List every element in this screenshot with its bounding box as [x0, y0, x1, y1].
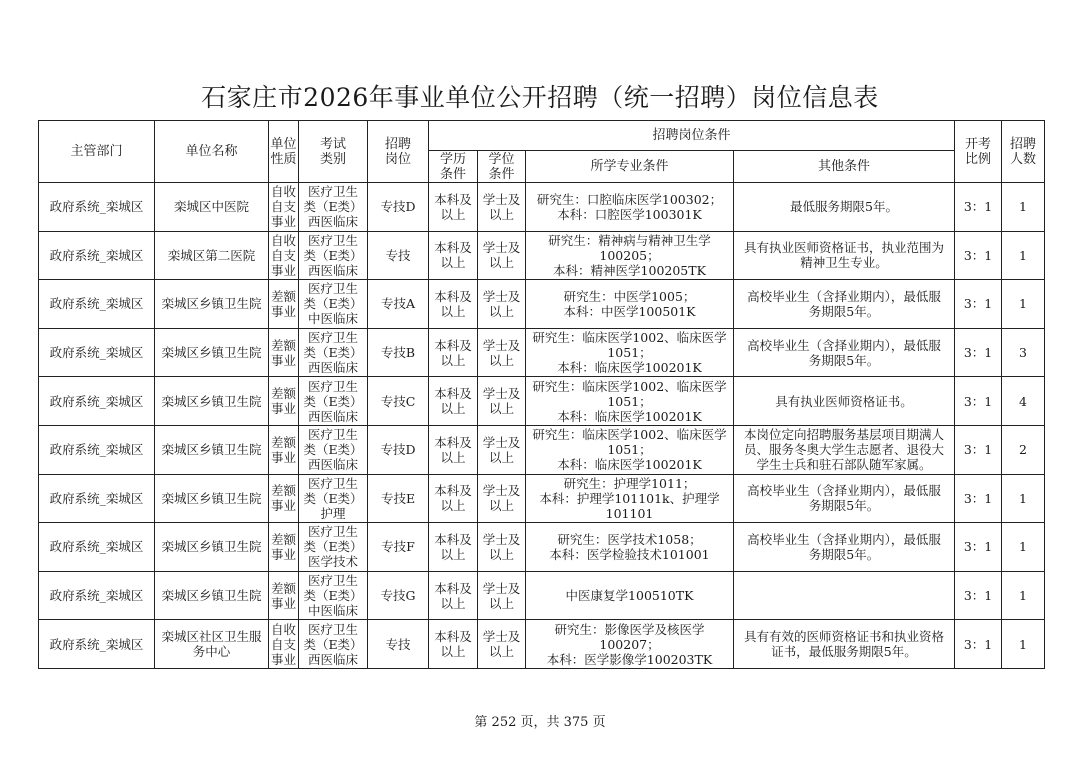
cell-dept: 政府系统_栾城区	[39, 425, 155, 474]
cell-degree: 学士及 以上	[478, 231, 526, 280]
cell-post: 专技D	[368, 183, 429, 232]
cell-dept: 政府系统_栾城区	[39, 328, 155, 377]
cell-major: 研究生：护理学1011； 本科：护理学101101k、护理学 101101	[526, 474, 734, 523]
cell-edu: 本科及 以上	[429, 425, 478, 474]
cell-exam: 医疗卫生 类（E类） 西医临床	[299, 620, 368, 669]
page-title: 石家庄市2026年事业单位公开招聘（统一招聘）岗位信息表	[201, 83, 879, 112]
cell-unit: 栾城区乡镇卫生院	[155, 523, 269, 572]
cell-exam: 医疗卫生 类（E类） 西医临床	[299, 328, 368, 377]
cell-edu: 本科及 以上	[429, 571, 478, 620]
cell-unit: 栾城区第二医院	[155, 231, 269, 280]
cell-exam: 医疗卫生 类（E类） 护理	[299, 474, 368, 523]
table-row	[39, 328, 1045, 377]
page-number: 第 252 页，共 375 页	[474, 715, 606, 730]
cell-ratio: 3：1	[955, 620, 1002, 669]
cell-dept: 政府系统_栾城区	[39, 377, 155, 426]
header-nature: 单位 性质	[269, 121, 299, 183]
cell-other: 本岗位定向招聘服务基层项目期满人 员、服务冬奥大学生志愿者、退役大 学生士兵和驻石部队随军家属。	[734, 425, 955, 474]
cell-degree: 学士及 以上	[478, 571, 526, 620]
cell-ratio: 3：1	[955, 523, 1002, 572]
cell-nature: 差额 事业	[269, 280, 299, 329]
header-exam: 考试 类别	[299, 121, 368, 183]
cell-edu: 本科及 以上	[429, 523, 478, 572]
table-row	[39, 377, 1045, 426]
cell-unit: 栾城区乡镇卫生院	[155, 474, 269, 523]
header-major: 所学专业条件	[526, 151, 734, 183]
table-row	[39, 523, 1045, 572]
cell-ratio: 3：1	[955, 377, 1002, 426]
cell-edu: 本科及 以上	[429, 377, 478, 426]
cell-post: 专技B	[368, 328, 429, 377]
cell-post: 专技	[368, 620, 429, 669]
header-dept: 主管部门	[39, 121, 155, 183]
cell-nature: 差额 事业	[269, 571, 299, 620]
cell-major: 研究生：中医学1005； 本科：中医学100501K	[526, 280, 734, 329]
table-row	[39, 620, 1045, 669]
table-row	[39, 474, 1045, 523]
cell-dept: 政府系统_栾城区	[39, 571, 155, 620]
header-conditions: 招聘岗位条件	[429, 121, 955, 151]
header-ratio: 开考 比例	[955, 121, 1002, 183]
cell-count: 1	[1002, 523, 1045, 572]
cell-major: 研究生：医学技术1058； 本科：医学检验技术101001	[526, 523, 734, 572]
cell-edu: 本科及 以上	[429, 620, 478, 669]
cell-count: 1	[1002, 620, 1045, 669]
cell-post: 专技F	[368, 523, 429, 572]
cell-count: 2	[1002, 425, 1045, 474]
cell-dept: 政府系统_栾城区	[39, 523, 155, 572]
cell-degree: 学士及 以上	[478, 183, 526, 232]
cell-major: 中医康复学100510TK	[526, 571, 734, 620]
cell-other: 具有有效的医师资格证书和执业资格 证书，最低服务期限5年。	[734, 620, 955, 669]
cell-dept: 政府系统_栾城区	[39, 620, 155, 669]
cell-edu: 本科及 以上	[429, 183, 478, 232]
cell-other: 高校毕业生（含择业期内），最低服 务期限5年。	[734, 474, 955, 523]
cell-count: 1	[1002, 571, 1045, 620]
cell-nature: 自收 自支 事业	[269, 620, 299, 669]
cell-other: 高校毕业生（含择业期内），最低服 务期限5年。	[734, 328, 955, 377]
cell-dept: 政府系统_栾城区	[39, 231, 155, 280]
cell-unit: 栾城区乡镇卫生院	[155, 280, 269, 329]
cell-degree: 学士及 以上	[478, 620, 526, 669]
cell-exam: 医疗卫生 类（E类） 医学技术	[299, 523, 368, 572]
cell-other: 高校毕业生（含择业期内），最低服 务期限5年。	[734, 523, 955, 572]
cell-degree: 学士及 以上	[478, 280, 526, 329]
cell-nature: 自收 自支 事业	[269, 183, 299, 232]
cell-dept: 政府系统_栾城区	[39, 183, 155, 232]
cell-post: 专技C	[368, 377, 429, 426]
header-edu: 学历 条件	[429, 151, 478, 183]
cell-exam: 医疗卫生 类（E类） 西医临床	[299, 231, 368, 280]
cell-ratio: 3：1	[955, 183, 1002, 232]
cell-nature: 差额 事业	[269, 377, 299, 426]
cell-edu: 本科及 以上	[429, 231, 478, 280]
cell-nature: 差额 事业	[269, 425, 299, 474]
cell-unit: 栾城区乡镇卫生院	[155, 571, 269, 620]
cell-ratio: 3：1	[955, 474, 1002, 523]
header-post: 招聘 岗位	[368, 121, 429, 183]
cell-exam: 医疗卫生 类（E类） 西医临床	[299, 183, 368, 232]
cell-major: 研究生：临床医学1002、临床医学 1051； 本科：临床医学100201K	[526, 425, 734, 474]
table-row	[39, 183, 1045, 232]
cell-ratio: 3：1	[955, 280, 1002, 329]
cell-major: 研究生：临床医学1002、临床医学 1051； 本科：临床医学100201K	[526, 328, 734, 377]
cell-nature: 自收 自支 事业	[269, 231, 299, 280]
cell-degree: 学士及 以上	[478, 474, 526, 523]
cell-major: 研究生：临床医学1002、临床医学 1051； 本科：临床医学100201K	[526, 377, 734, 426]
cell-major: 研究生：口腔临床医学100302； 本科：口腔医学100301K	[526, 183, 734, 232]
cell-edu: 本科及 以上	[429, 328, 478, 377]
cell-nature: 差额 事业	[269, 328, 299, 377]
cell-other: 具有执业医师资格证书，执业范围为 精神卫生专业。	[734, 231, 955, 280]
cell-count: 1	[1002, 280, 1045, 329]
cell-ratio: 3：1	[955, 231, 1002, 280]
cell-other	[734, 571, 955, 620]
cell-exam: 医疗卫生 类（E类） 中医临床	[299, 280, 368, 329]
cell-other: 最低服务期限5年。	[734, 183, 955, 232]
cell-unit: 栾城区乡镇卫生院	[155, 425, 269, 474]
cell-edu: 本科及 以上	[429, 474, 478, 523]
cell-post: 专技	[368, 231, 429, 280]
cell-count: 1	[1002, 231, 1045, 280]
cell-major: 研究生：精神病与精神卫生学 100205； 本科：精神医学100205TK	[526, 231, 734, 280]
cell-count: 1	[1002, 474, 1045, 523]
header-unit: 单位名称	[155, 121, 269, 183]
cell-nature: 差额 事业	[269, 523, 299, 572]
recruitment-table	[38, 120, 1045, 669]
cell-ratio: 3：1	[955, 328, 1002, 377]
cell-other: 具有执业医师资格证书。	[734, 377, 955, 426]
cell-unit: 栾城区乡镇卫生院	[155, 328, 269, 377]
cell-exam: 医疗卫生 类（E类） 中医临床	[299, 571, 368, 620]
cell-exam: 医疗卫生 类（E类） 西医临床	[299, 377, 368, 426]
cell-degree: 学士及 以上	[478, 377, 526, 426]
cell-exam: 医疗卫生 类（E类） 西医临床	[299, 425, 368, 474]
cell-count: 3	[1002, 328, 1045, 377]
cell-count: 4	[1002, 377, 1045, 426]
cell-major: 研究生：影像医学及核医学 100207； 本科：医学影像学100203TK	[526, 620, 734, 669]
cell-degree: 学士及 以上	[478, 425, 526, 474]
header-other: 其他条件	[734, 151, 955, 183]
cell-dept: 政府系统_栾城区	[39, 280, 155, 329]
cell-unit: 栾城区乡镇卫生院	[155, 377, 269, 426]
cell-edu: 本科及 以上	[429, 280, 478, 329]
header-count: 招聘 人数	[1002, 121, 1045, 183]
table-row	[39, 425, 1045, 474]
cell-post: 专技E	[368, 474, 429, 523]
cell-count: 1	[1002, 183, 1045, 232]
cell-post: 专技D	[368, 425, 429, 474]
cell-post: 专技G	[368, 571, 429, 620]
cell-other: 高校毕业生（含择业期内），最低服 务期限5年。	[734, 280, 955, 329]
cell-ratio: 3：1	[955, 425, 1002, 474]
header-degree: 学位 条件	[478, 151, 526, 183]
table-row	[39, 231, 1045, 280]
cell-post: 专技A	[368, 280, 429, 329]
cell-unit: 栾城区中医院	[155, 183, 269, 232]
cell-ratio: 3：1	[955, 571, 1002, 620]
cell-degree: 学士及 以上	[478, 328, 526, 377]
table-row	[39, 280, 1045, 329]
cell-dept: 政府系统_栾城区	[39, 474, 155, 523]
cell-nature: 差额 事业	[269, 474, 299, 523]
table-row	[39, 571, 1045, 620]
cell-degree: 学士及 以上	[478, 523, 526, 572]
cell-unit: 栾城区社区卫生服 务中心	[155, 620, 269, 669]
